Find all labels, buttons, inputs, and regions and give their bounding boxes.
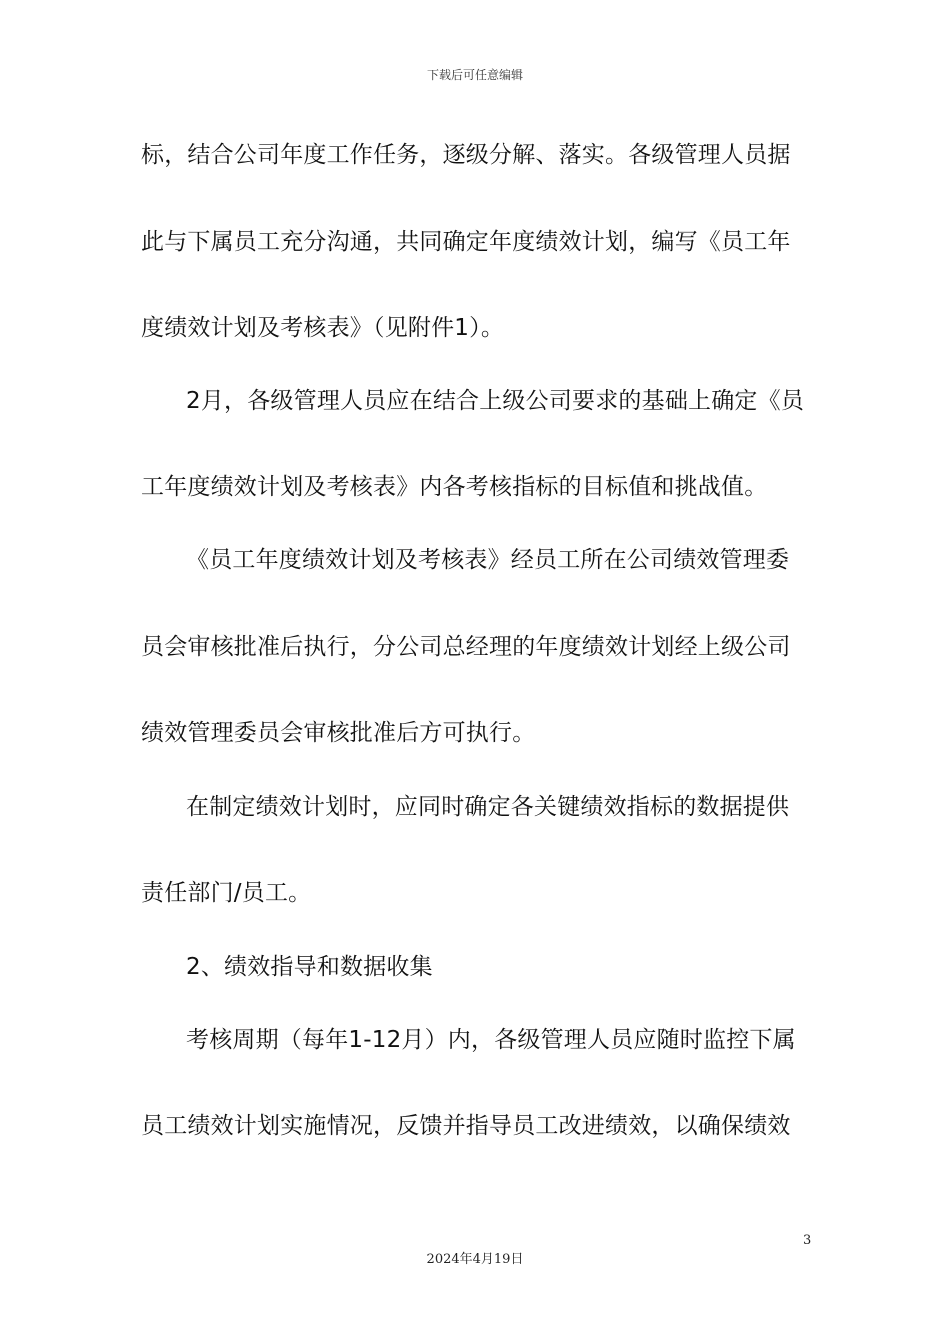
text-line: 考核周期（每年1-12月）内，各级管理人员应随时监控下属 <box>186 1027 796 1053</box>
page-number: 3 <box>803 1233 812 1248</box>
header-note: 下载后可任意编辑 <box>426 68 523 82</box>
text-line: 绩效管理委员会审核批准后方可执行。 <box>141 720 536 746</box>
text-line: 员工绩效计划实施情况，反馈并指导员工改进绩效，以确保绩效 <box>141 1113 791 1139</box>
text-line: 度绩效计划及考核表》（见附件1）。 <box>141 315 505 341</box>
footer-date: 2024年4月19日 <box>426 1252 524 1267</box>
text-line: 责任部门/员工。 <box>141 880 312 906</box>
text-line: 工年度绩效计划及考核表》内各考核指标的目标值和挑战值。 <box>141 474 768 500</box>
text-line: 员会审核批准后执行，分公司总经理的年度绩效计划经上级公司 <box>141 634 791 660</box>
section-heading: 2、绩效指导和数据收集 <box>186 954 433 980</box>
text-line: 标，结合公司年度工作任务，逐级分解、落实。各级管理人员据 <box>141 142 791 168</box>
text-line: 《员工年度绩效计划及考核表》经员工所在公司绩效管理委 <box>186 547 790 573</box>
text-line: 在制定绩效计划时，应同时确定各关键绩效指标的数据提供 <box>186 794 790 820</box>
text-line: 此与下属员工充分沟通，共同确定年度绩效计划，编写《员工年 <box>141 229 791 255</box>
text-line: 2月，各级管理人员应在结合上级公司要求的基础上确定《员 <box>186 388 805 414</box>
